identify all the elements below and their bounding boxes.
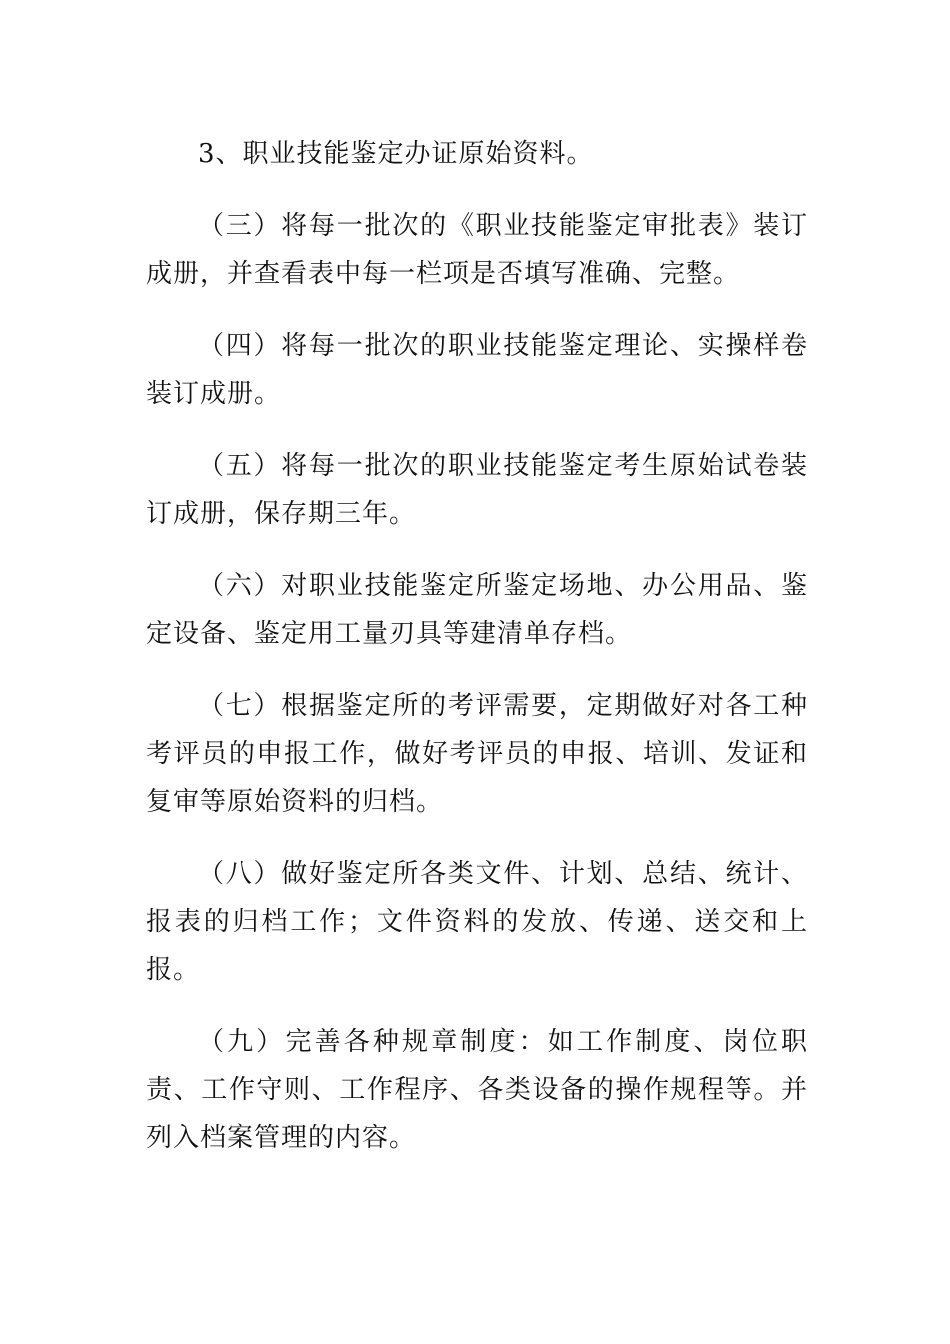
document-body bbox=[146, 130, 808, 1186]
paragraph-section-9: （九）完善各种规章制度：如工作制度、岗位职责、工作守则、工作程序、各类设备的操作规程等。并列入档案管理的内容。 bbox=[146, 1027, 808, 1153]
paragraph-section-7: （七）根据鉴定所的考评需要，定期做好对各工种考评员的申报工作，做好考评员的申报、培训、发证和复审等原始资料的归档。 bbox=[146, 691, 808, 817]
paragraph-item-3: 3、职业技能鉴定办证原始资料。 bbox=[198, 139, 594, 169]
paragraph-section-4: （四）将每一批次的职业技能鉴定理论、实操样卷装订成册。 bbox=[146, 331, 808, 409]
paragraph-section-5: （五）将每一批次的职业技能鉴定考生原始试卷装订成册，保存期三年。 bbox=[146, 451, 808, 529]
paragraph-section-6: （六）对职业技能鉴定所鉴定场地、办公用品、鉴定设备、鉴定用工量刃具等建清单存档。 bbox=[146, 571, 808, 649]
paragraph-section-8: （八）做好鉴定所各类文件、计划、总结、统计、报表的归档工作；文件资料的发放、传递、送交和上报。 bbox=[146, 859, 808, 985]
paragraph-section-3: （三）将每一批次的《职业技能鉴定审批表》装订成册，并查看表中每一栏项是否填写准确、完整。 bbox=[146, 211, 808, 289]
